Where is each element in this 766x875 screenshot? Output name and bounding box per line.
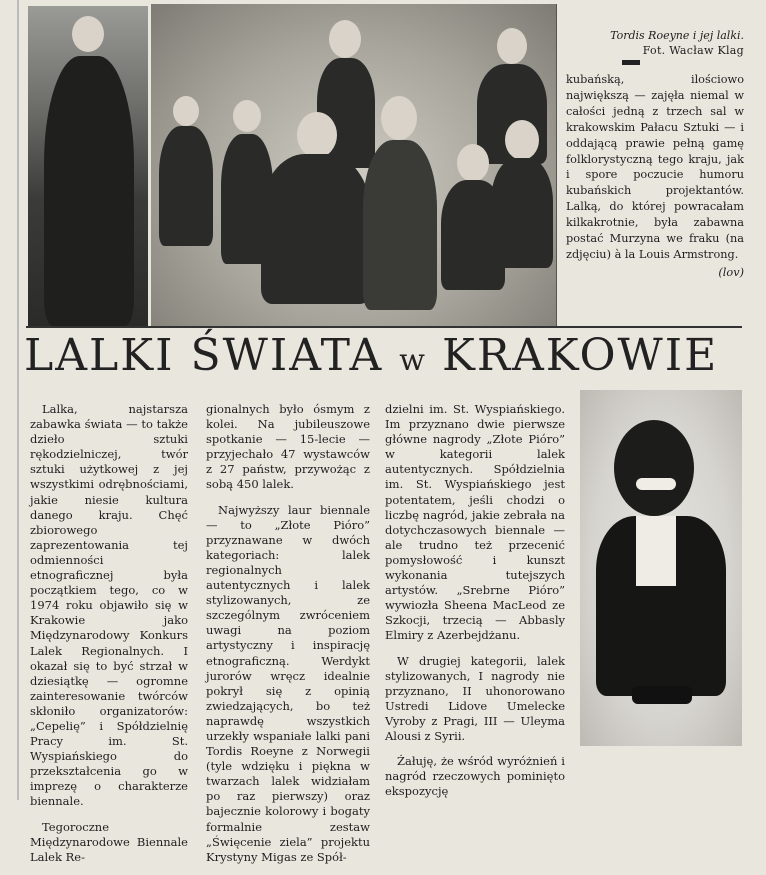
paragraph: W drugiej kategorii, lalek stylizowanych, I nagrody nie przyznano, II uhonorowano Ustredi Lidove Umelecke Vyroby z Pragi, III — Uleyma Alousi z Syrii.: [385, 653, 565, 743]
photo-louis-armstrong-doll: [580, 390, 742, 746]
headline-rule: [26, 326, 742, 328]
article-headline: [24, 330, 744, 381]
doll-head: [497, 28, 527, 64]
photo-tordis-roeyne: [28, 6, 148, 328]
column-3: [385, 402, 565, 809]
doll-figure: [159, 126, 213, 246]
doll-figure: [363, 140, 437, 310]
headline-part-3: KRAKOWIE: [441, 330, 719, 381]
page-fold: [17, 0, 19, 800]
doll-shoes: [632, 686, 692, 704]
author-signature: (lov): [718, 265, 744, 279]
doll-head: [457, 144, 489, 182]
caption-divider: [622, 60, 640, 65]
column-2: [206, 402, 370, 875]
doll-head: [233, 100, 261, 132]
side-column-paragraph: kubańską, ilościowo największą — zajęła niemal w całości jedną z trzech sal w krakowskim Pałacu Sztuki — i oddającą prawie pełną gamę folklorystyczną tego kraju, jak i spore poczucie humoru kubańskich projektantów. Lalką, do której powracałam kilkakrotnie, była zabawna postać Murzyna we fraku (na zdjęciu) à la Louis Armstrong.: [566, 73, 744, 261]
paragraph: gionalnych było ósmym z kolei. Na jubileuszowe spotkanie — 15-lecie — przyjechało 47 wystawców z 27 państw, przywożąc z sobą 450 lalek.: [206, 402, 370, 492]
doll-head: [381, 96, 417, 140]
doll-smile: [636, 478, 676, 490]
paragraph: Najwyższy laur biennale — to „Złote Pióro” przyznawane w dwóch kategoriach: lalek regionalnych autentycznych i lalek stylizowanych, ze szczególnym zwróceniem uwagi na poziom artystyczny i inspirację etnograficzną. Werdykt jurorów wręcz idealnie pokrył się z opinią zwiedzających, bo też naprawdę wszystkich urzekły wspaniałe lalki pani Tordis Roeyne z Norwegii (tyle wdzięku i piękna w twarzach lalek widziałam po raz pierwszy) oraz bajecznie kolorowy i bogaty formalnie zestaw „Święcenie ziela” projektu Krystyny Migas ze Spół-: [206, 502, 370, 864]
paragraph: Żałuję, że wśród wyróżnień i nagród rzeczowych pominięto ekspozycję: [385, 754, 565, 799]
doll-shirt-front: [636, 516, 676, 586]
paragraph: Tegoroczne Międzynarodowe Biennale Lalek Re-: [30, 819, 188, 864]
side-column-text: [566, 72, 744, 281]
headline-part-2: w: [399, 343, 426, 378]
doll-head: [505, 120, 539, 160]
column-1: [30, 402, 188, 875]
doll-figure: [261, 154, 371, 304]
doll-head: [297, 112, 337, 158]
headline-part-1: LALKI ŚWIATA: [24, 330, 384, 381]
photo-dolls: [151, 4, 556, 328]
portrait-head: [72, 16, 104, 52]
caption-text: Tordis Roeyne i jej lalki.: [610, 29, 744, 42]
column-divider: [556, 4, 557, 326]
doll-head: [614, 420, 694, 516]
doll-head: [173, 96, 199, 126]
portrait-body: [44, 56, 134, 326]
photo-credit: Fot. Wacław Klag: [642, 44, 744, 57]
doll-head: [329, 20, 361, 58]
paragraph: dzielni im. St. Wyspiańskiego. Im przyznano dwie pierwsze główne nagrody „Złote Pióro” w kategorii lalek autentycznych. Spółdzielnia im. St. Wyspiańskiego jest potentatem, jeśli chodzi o liczbę nagród, jakie zebrała na dotychczasowych biennale — ale trudno też przecenić pomysłowość i kunszt wykonania tutejszych artystów. „Srebrne Pióro” wywiozła Sheena MacLeod ze Szkocji, trzecią — Abbasly Elmiry z Azerbejdżanu.: [385, 402, 565, 643]
photo-caption: [566, 28, 744, 58]
doll-figure: [491, 158, 553, 268]
paragraph: Lalka, najstarsza zabawka świata — to także dzieło sztuki rękodzielniczej, twór sztuki użytkowej z jej wszystkimi odrębnościami, jakie niesie kultura danego kraju. Chęć zbiorowego zaprezentowania tej odmienności etnograficznej była początkiem tego, co w 1974 roku objawiło się w Krakowie jako Międzynarodowy Konkurs Lalek Regionalnych. I okazał się to być strzał w dziesiątkę — ogromne zainteresowanie twórców skłoniło organizatorów: „Cepelię” i Spółdzielnię Pracy im. St. Wyspiańskiego do przekształcenia go w imprezę o charakterze biennale.: [30, 402, 188, 809]
